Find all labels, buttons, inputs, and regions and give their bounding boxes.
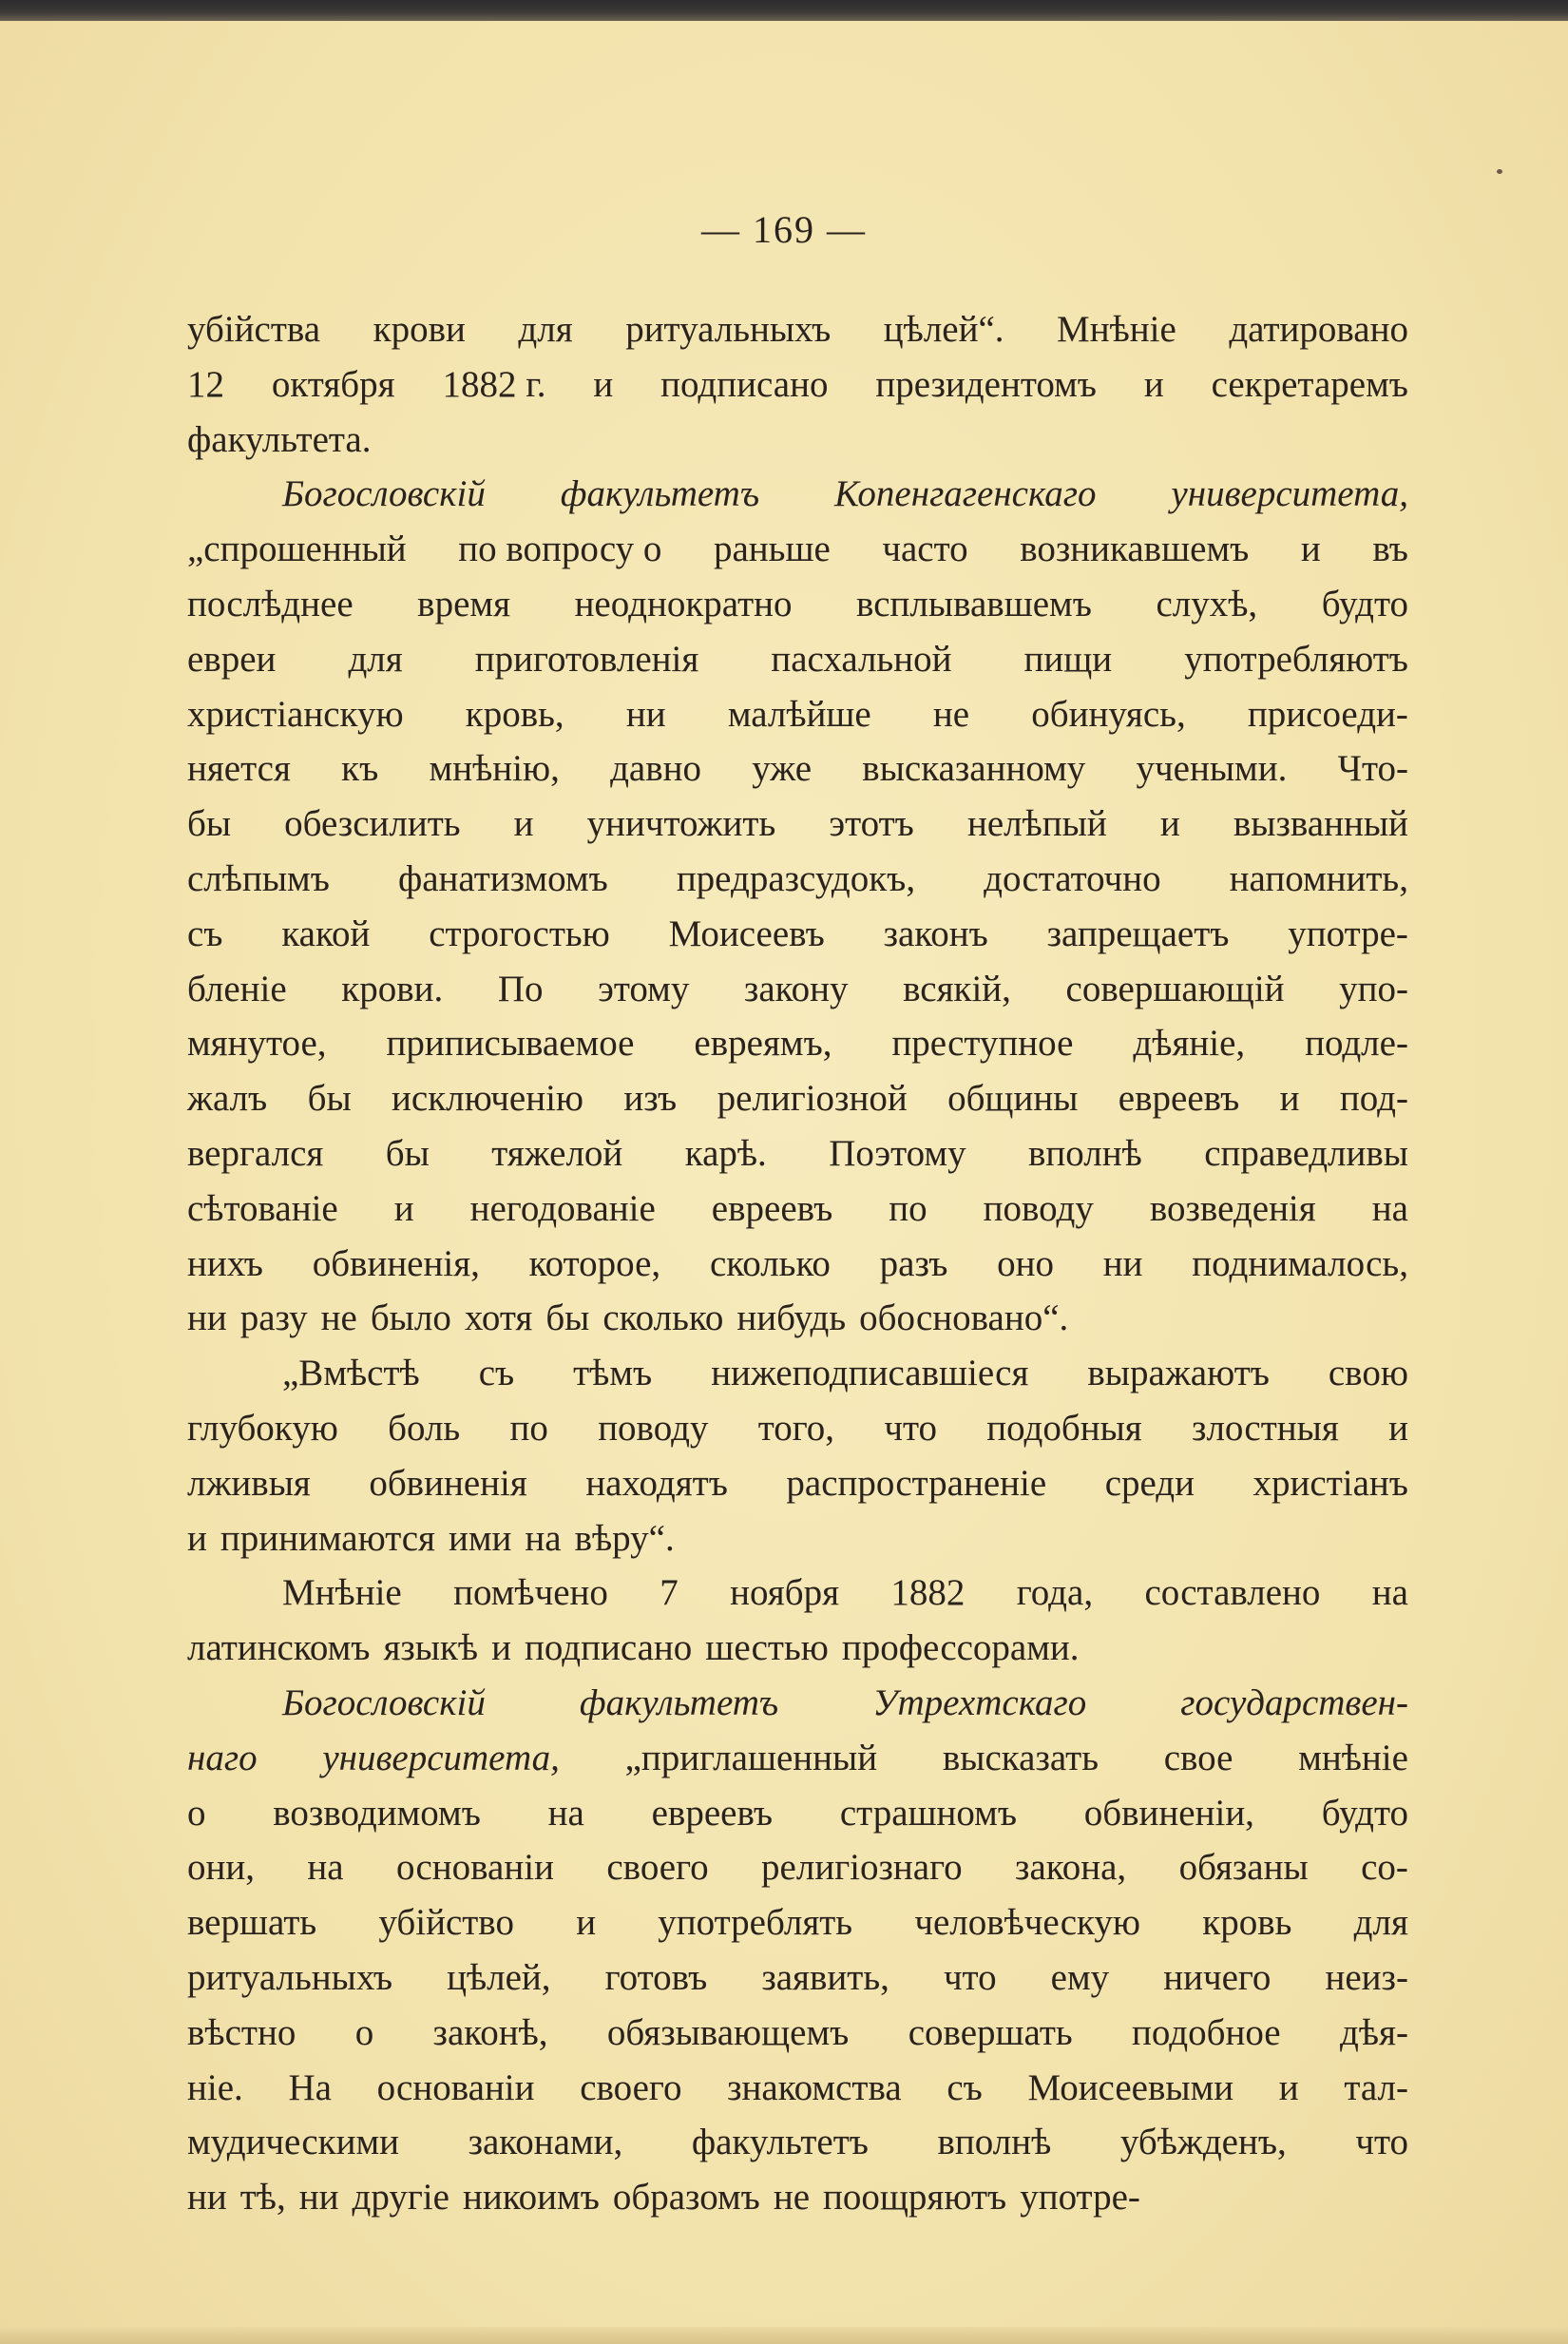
word: религіозной [717, 1078, 908, 1120]
word: злостныя [1192, 1407, 1339, 1449]
word: упо- [1339, 968, 1408, 1009]
word: евреевъ [651, 1792, 774, 1834]
text-line [187, 577, 1408, 632]
word: общины [947, 1078, 1079, 1120]
word: закона, [1015, 1847, 1127, 1889]
word: пасхальной [771, 638, 952, 680]
text-line [187, 357, 1408, 413]
word: законами, [468, 2122, 623, 2163]
word: на [1371, 1572, 1408, 1614]
word: на [1371, 1187, 1408, 1229]
word: не [773, 2177, 811, 2219]
word: октября [271, 363, 395, 405]
word: обязаны [1178, 1847, 1309, 1889]
word: Моисеевъ [668, 913, 825, 954]
word: среди [1104, 1462, 1195, 1504]
word: сколько [709, 1242, 831, 1284]
page-number: — 169 — [701, 208, 867, 251]
word: вершать [187, 1902, 317, 1944]
word: совершающій [1065, 968, 1285, 1009]
word: законъ [883, 913, 988, 954]
word: факультетъ [579, 1681, 779, 1723]
text-line [187, 962, 1408, 1017]
word: было [370, 1297, 451, 1339]
word: ритуальныхъ [625, 309, 832, 350]
text-line [187, 1126, 1408, 1182]
word: заявить, [761, 1956, 889, 1998]
word: помѣчено [453, 1572, 608, 1614]
word: секретаремъ [1211, 363, 1408, 405]
text-line [187, 1786, 1408, 1841]
word: предразсудокъ, [676, 857, 916, 899]
word: и [1278, 2066, 1299, 2108]
word: ни [625, 693, 666, 735]
word: убѣжденъ, [1119, 2122, 1287, 2163]
word: Мнѣніе [1057, 309, 1176, 350]
word: употре- [1020, 2177, 1140, 2219]
word: свою [1328, 1353, 1408, 1394]
word: 1882 г. [442, 363, 546, 405]
word: и [393, 1187, 414, 1229]
word: боль [388, 1407, 461, 1449]
word: на [307, 1847, 344, 1889]
word: на [547, 1792, 584, 1834]
word: ему [1050, 1956, 1110, 1998]
word: справедливы [1204, 1132, 1408, 1174]
word: тяжелой [491, 1132, 623, 1174]
word: религіознаго [761, 1847, 963, 1889]
text-line [187, 632, 1408, 687]
text-line [187, 1346, 1408, 1401]
text-line [187, 302, 1408, 357]
word: обвиненіи, [1083, 1792, 1254, 1834]
ink-mark [1497, 169, 1502, 174]
word: глубокую [187, 1407, 338, 1449]
word: знакомства [727, 2066, 902, 2108]
word: по [889, 1187, 927, 1229]
word: какой [281, 913, 371, 954]
word: ніе. [187, 2066, 243, 2108]
word: тѣ, [239, 2177, 286, 2219]
word: на [525, 1517, 562, 1559]
word: закону [743, 968, 849, 1009]
text-line [187, 2006, 1408, 2061]
word: изъ [623, 1078, 678, 1120]
word: послѣднее [187, 583, 354, 624]
word: приготовленія [474, 638, 699, 680]
word: христіанъ [1252, 1462, 1408, 1504]
word: Богословскій [282, 1681, 486, 1723]
word: пищи [1023, 638, 1113, 680]
word: неиз- [1325, 1956, 1408, 1998]
word: употре- [1288, 913, 1408, 954]
word: о [187, 1792, 206, 1834]
word: достаточно [984, 857, 1161, 899]
word: Копенгагенскаго [834, 473, 1097, 515]
word: присоеди- [1247, 693, 1408, 735]
word: кровь, [465, 693, 564, 735]
word: употреблять [658, 1902, 853, 1944]
word: разъ [879, 1242, 948, 1284]
text-line [187, 741, 1408, 797]
word: карѣ. [684, 1132, 767, 1174]
text-line [187, 1071, 1408, 1126]
word: нелѣпый [966, 803, 1107, 845]
word: для [518, 309, 573, 350]
word: разу [239, 1297, 308, 1339]
word: жалъ [187, 1078, 268, 1120]
word: этому [598, 968, 690, 1009]
word: всплывавшемъ [856, 583, 1092, 624]
word: выражаютъ [1087, 1353, 1270, 1394]
word: сколько [602, 1297, 724, 1339]
text-line [187, 1950, 1408, 2006]
word: подле- [1305, 1023, 1408, 1065]
text-line [187, 1237, 1408, 1292]
word: датировано [1229, 309, 1408, 350]
word: возводимомъ [273, 1792, 481, 1834]
word: ни [187, 1297, 227, 1339]
word: ни [298, 2177, 339, 2219]
word: сѣтованіе [187, 1187, 338, 1229]
word: съ [947, 2066, 983, 2108]
word: поводу [983, 1187, 1094, 1229]
text-line [187, 1456, 1408, 1511]
word: „Вмѣстѣ [282, 1353, 420, 1394]
word: запрещаетъ [1046, 913, 1230, 954]
word: никоимъ [462, 2177, 600, 2219]
word: вѣстно [187, 2011, 296, 2053]
text-line [187, 852, 1408, 907]
word: и [1279, 1078, 1300, 1120]
word: напомнить, [1229, 857, 1408, 899]
word: крови [373, 309, 466, 350]
word: употребляютъ [1184, 638, 1408, 680]
word: евреевъ [1118, 1078, 1240, 1120]
word: ни [1102, 1242, 1143, 1284]
word: бы [307, 1078, 352, 1120]
word: мнѣнію, [429, 748, 560, 790]
word: университета, [1171, 473, 1408, 515]
word: вполнѣ [1028, 1132, 1142, 1174]
text-line [187, 1895, 1408, 1950]
word: по [509, 1407, 548, 1449]
body-text [187, 302, 1408, 2225]
word: бы [187, 803, 232, 845]
text-line [187, 522, 1408, 577]
word: слухѣ, [1156, 583, 1258, 624]
word: которое, [528, 1242, 661, 1284]
word: негодованіе [469, 1187, 656, 1229]
word: приписываемое [386, 1023, 635, 1065]
text-line [187, 2061, 1408, 2116]
word: они, [187, 1847, 255, 1889]
word: обосновано“. [859, 1297, 1069, 1339]
word: „спрошенный [187, 528, 407, 570]
word: „приглашенный [624, 1737, 878, 1778]
word: время [417, 583, 511, 624]
word: оно [997, 1242, 1055, 1284]
word: не [932, 693, 970, 735]
word: другіе [352, 2177, 449, 2219]
word: готовъ [604, 1956, 708, 1998]
word: факультетъ [691, 2122, 869, 2163]
word: ритуальныхъ [187, 1956, 393, 1998]
word: и [187, 1517, 207, 1559]
word: обвиненія [369, 1462, 527, 1504]
word: поднималось, [1192, 1242, 1408, 1284]
word: поводу [598, 1407, 709, 1449]
text-line [187, 1840, 1408, 1895]
text-line [187, 1621, 1408, 1676]
word: фанатизмомъ [397, 857, 608, 899]
word: Моисеевыми [1027, 2066, 1234, 2108]
word: вполнѣ [937, 2122, 1052, 2163]
word: этотъ [829, 803, 914, 845]
word: ничего [1163, 1956, 1272, 1998]
word: подобное [1132, 2011, 1281, 2053]
word: цѣлей, [447, 1956, 551, 1998]
word: ни [187, 2177, 227, 2219]
text-line [187, 2115, 1408, 2170]
text-line [187, 413, 1408, 468]
page-bottom-edge [0, 2327, 1568, 2344]
word: того, [757, 1407, 835, 1449]
word: основаніи [396, 1847, 554, 1889]
word: законѣ, [432, 2011, 548, 2053]
word: образомъ [612, 2177, 760, 2219]
word: лживыя [187, 1462, 311, 1504]
word: Поэтому [829, 1132, 966, 1174]
word: бы [385, 1132, 430, 1174]
word: На [288, 2066, 332, 2108]
text-line [187, 1511, 1408, 1566]
word: мудическими [187, 2122, 400, 2163]
word: вергался [187, 1132, 324, 1174]
word: находятъ [585, 1462, 728, 1504]
word: нихъ [187, 1242, 263, 1284]
word: мнѣніе [1298, 1737, 1408, 1778]
page-top-edge [0, 0, 1568, 21]
word: По [497, 968, 544, 1009]
word: давно [610, 748, 702, 790]
word: что [1355, 2122, 1408, 2163]
word: бленіе [187, 968, 287, 1009]
word: не [320, 1297, 357, 1339]
word: и [513, 803, 534, 845]
word: къ [341, 748, 379, 790]
word: и [593, 363, 614, 405]
word: вызванный [1233, 803, 1408, 845]
word: ими [448, 1517, 512, 1559]
word: будто [1321, 1792, 1408, 1834]
word: убійства [187, 309, 321, 350]
text-line [187, 1401, 1408, 1456]
text-line [187, 1016, 1408, 1071]
text-line [187, 687, 1408, 742]
word: университета, [322, 1737, 560, 1778]
word: часто [882, 528, 968, 570]
word: языкѣ [383, 1627, 479, 1669]
word: нибудь [736, 1297, 847, 1339]
word: тал- [1344, 2066, 1408, 2108]
word: тѣмъ [573, 1353, 653, 1394]
word: съ [187, 913, 223, 954]
word: 7 [660, 1572, 679, 1614]
word: исключенію [392, 1078, 584, 1120]
text-line [187, 467, 1408, 522]
word: факультета. [187, 418, 372, 460]
word: наго [187, 1737, 258, 1778]
word: ноября [730, 1572, 840, 1614]
word: Мнѣніе [282, 1572, 402, 1614]
word: малѣйше [727, 693, 871, 735]
word: высказать [942, 1737, 1099, 1778]
word: со- [1361, 1847, 1408, 1889]
word: принимаются [220, 1517, 435, 1559]
word: своего [606, 1847, 709, 1889]
word: года, [1016, 1572, 1094, 1614]
word: дѣя- [1339, 2011, 1408, 2053]
word: для [348, 638, 403, 680]
word: поощряютъ [823, 2177, 1007, 2219]
word: евреямъ, [694, 1023, 832, 1065]
word: о [354, 2011, 374, 2053]
word: факультетъ [560, 473, 760, 515]
word: Что- [1337, 748, 1408, 790]
word: шестью [705, 1627, 829, 1669]
word: совершать [908, 2011, 1073, 2053]
word: христіанскую [187, 693, 404, 735]
word: и [1388, 1407, 1408, 1449]
word: цѣлей“. [883, 309, 1004, 350]
word: своего [580, 2066, 682, 2108]
word: латинскомъ [187, 1627, 371, 1669]
word: что [943, 1956, 997, 1998]
word: что [884, 1407, 937, 1449]
word: обинуясь, [1031, 693, 1186, 735]
word: и [576, 1902, 597, 1944]
word: основаніи [376, 2066, 535, 2108]
word: будто [1321, 583, 1408, 624]
word: евреевъ [711, 1187, 833, 1229]
word: уже [752, 748, 813, 790]
word: раньше [713, 528, 831, 570]
word: и [1143, 363, 1164, 405]
word: 1882 [890, 1572, 966, 1614]
word: подписано [660, 363, 829, 405]
word: въ [1372, 528, 1408, 570]
word: страшномъ [839, 1792, 1018, 1834]
text-line [187, 797, 1408, 852]
text-line [187, 907, 1408, 962]
word: составлено [1144, 1572, 1321, 1614]
word: возникавшемъ [1020, 528, 1250, 570]
word: уничтожить [586, 803, 776, 845]
word: распространеніе [786, 1462, 1047, 1504]
word: и [1300, 528, 1321, 570]
text-line [187, 1291, 1408, 1346]
word: человѣческую [914, 1902, 1141, 1944]
word: дѣяніе, [1133, 1023, 1246, 1065]
word: слѣпымъ [187, 857, 330, 899]
text-line [187, 1731, 1408, 1786]
word: свое [1163, 1737, 1233, 1778]
word: учеными. [1136, 748, 1288, 790]
word: профессорами. [841, 1627, 1080, 1669]
word: подписано [524, 1627, 693, 1669]
word: по вопросу о [458, 528, 662, 570]
word: убійство [378, 1902, 514, 1944]
word: обвиненія, [312, 1242, 480, 1284]
text-line [187, 1182, 1408, 1237]
word: под- [1339, 1078, 1408, 1120]
word: крови. [341, 968, 444, 1009]
word: для [1353, 1902, 1408, 1944]
word: Утрехтскаго [872, 1681, 1087, 1723]
word: подобныя [986, 1407, 1142, 1449]
word: съ [478, 1353, 515, 1394]
word: бы [545, 1297, 590, 1339]
text-line [187, 2170, 1408, 2225]
word: государствен- [1180, 1681, 1408, 1723]
word: кровь [1202, 1902, 1292, 1944]
word: 12 [187, 363, 224, 405]
word: высказанному [862, 748, 1086, 790]
word: Богословскій [282, 473, 486, 515]
word: возведенія [1149, 1187, 1316, 1229]
text-line [187, 1676, 1408, 1731]
word: нижеподписавшіеся [711, 1353, 1029, 1394]
word: евреи [187, 638, 277, 680]
word: всякій, [903, 968, 1011, 1009]
word: хотя [464, 1297, 533, 1339]
word: президентомъ [875, 363, 1097, 405]
word: вѣру“. [574, 1517, 675, 1559]
text-line [187, 1566, 1408, 1621]
word: мянутое, [187, 1023, 327, 1065]
word: и [491, 1627, 511, 1669]
word: няется [187, 748, 291, 790]
word: неоднократно [574, 583, 793, 624]
word: обезсилить [284, 803, 461, 845]
word: обязывающемъ [606, 2011, 850, 2053]
word: и [1159, 803, 1180, 845]
word: строгостью [429, 913, 610, 954]
word: преступное [891, 1023, 1074, 1065]
